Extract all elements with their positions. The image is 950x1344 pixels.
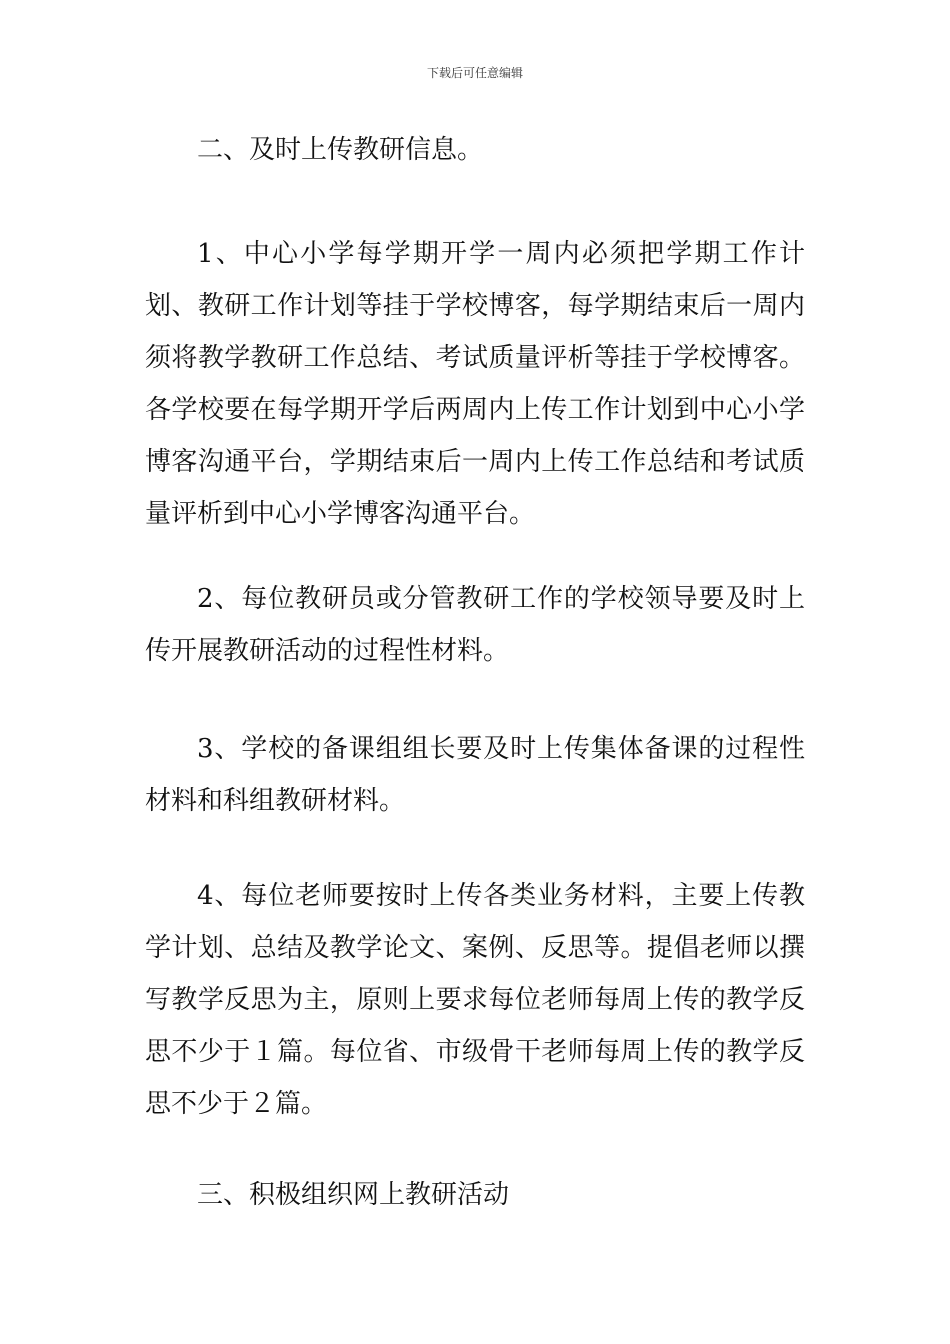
paragraph-text: 3、学校的备课组组长要及时上传集体备课的过程性材料和科组教研材料。: [145, 734, 805, 816]
paragraph-item-3: [145, 723, 805, 827]
paragraph-item-1: [145, 228, 805, 540]
paragraph-text: 4、每位老师要按时上传各类业务材料，主要上传教学计划、总结及教学论文、案例、反思等。提倡老师以撰写教学反思为主，原则上要求每位老师每周上传的教学反思不少于１篇。每位省、市级骨干老师每周上传的教学反思不少于２篇。: [145, 881, 805, 1119]
paragraph-text: 2、每位教研员或分管教研工作的学校领导要及时上传开展教研活动的过程性材料。: [145, 584, 805, 666]
heading-text: 三、积极组织网上教研活动: [197, 1180, 510, 1210]
section-heading-3: [145, 1169, 805, 1221]
section-heading-2: [145, 124, 805, 176]
paragraph-item-4: [145, 870, 805, 1130]
page-header-note: 下载后可任意编辑: [426, 66, 523, 80]
paragraph-item-2: [145, 573, 805, 677]
heading-text: 二、及时上传教研信息。: [197, 135, 484, 165]
paragraph-text: 1、中心小学每学期开学一周内必须把学期工作计划、教研工作计划等挂于学校博客，每学期结束后一周内须将教学教研工作总结、考试质量评析等挂于学校博客。各学校要在每学期开学后两周内上传工作计划到中心小学博客沟通平台，学期结束后一周内上传工作总结和考试质量评析到中心小学博客沟通平台。: [145, 239, 805, 529]
